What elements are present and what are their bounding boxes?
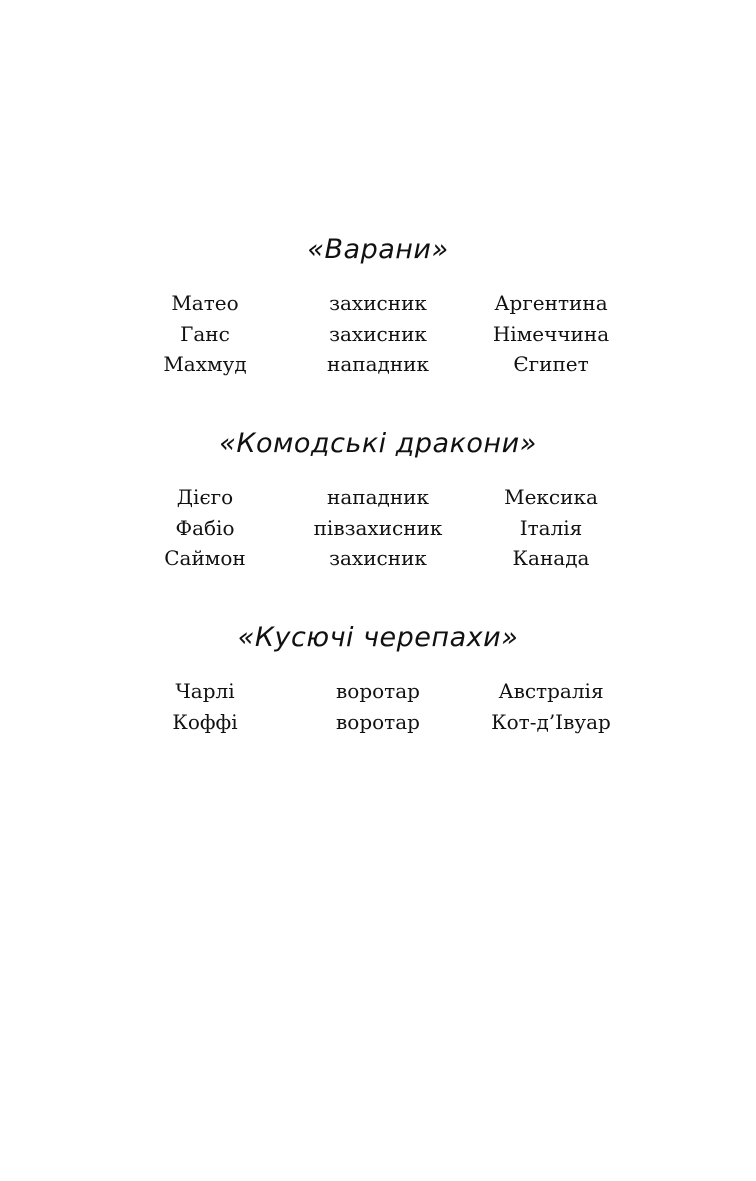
player-row [0, 513, 756, 544]
player-name: Чарлі [175, 679, 235, 703]
player-country: Австралія [498, 679, 604, 703]
player-position: воротар [336, 679, 420, 703]
player-row [0, 543, 756, 574]
player-name: Фабіо [175, 515, 235, 540]
player-name: Махмуд [163, 352, 247, 376]
team-title: «Варани» [307, 234, 449, 265]
player-row [0, 319, 756, 350]
player-country: Німеччина [492, 321, 610, 346]
player-position: воротар [336, 709, 420, 734]
player-name: Саймон [164, 546, 246, 570]
player-name: Ганс [180, 321, 230, 346]
player-row [0, 349, 756, 380]
player-name: Матео [171, 291, 239, 315]
player-name: Дієго [176, 485, 234, 509]
player-position: нападник [327, 352, 429, 376]
team-roster [0, 676, 756, 737]
player-name: Коффі [172, 709, 238, 734]
player-position: півзахисник [313, 515, 443, 540]
team-roster [0, 288, 756, 380]
player-row [0, 288, 756, 319]
team-title: «Кусючі черепахи» [237, 622, 519, 653]
player-country: Мексика [504, 485, 598, 509]
team-title: «Комодські дракони» [219, 428, 537, 459]
player-row [0, 482, 756, 513]
player-position: захисник [329, 321, 427, 346]
player-country: Кот-д’Івуар [491, 709, 611, 734]
player-position: захисник [329, 291, 427, 315]
player-country: Італія [519, 515, 583, 540]
player-country: Аргентина [494, 291, 608, 315]
player-row [0, 707, 756, 738]
player-position: нападник [327, 485, 429, 509]
player-position: захисник [329, 546, 427, 570]
player-country: Канада [512, 546, 590, 570]
player-row [0, 676, 756, 707]
team-roster [0, 482, 756, 574]
player-country: Єгипет [513, 352, 589, 376]
